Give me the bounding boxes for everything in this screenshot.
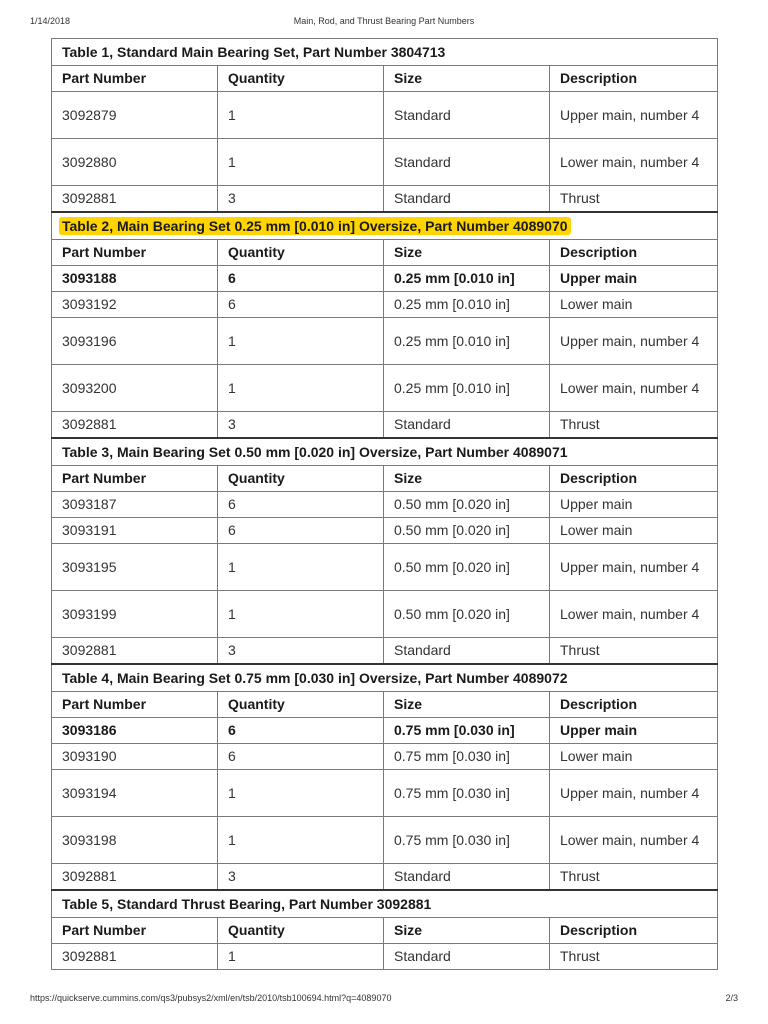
bearing-tables	[51, 38, 717, 970]
table-title-text: Table 3, Main Bearing Set 0.50 mm [0.020 in] Oversize, Part Number 4089071	[62, 443, 568, 460]
column-header-description: Description	[550, 918, 718, 944]
column-header-part-number: Part Number	[52, 918, 218, 944]
cell-part-number: 3092881	[52, 638, 218, 664]
cell-quantity: 1	[218, 544, 384, 591]
table-title-text: Table 4, Main Bearing Set 0.75 mm [0.030 in] Oversize, Part Number 4089072	[62, 669, 568, 686]
column-header-part-number: Part Number	[52, 692, 218, 718]
column-header-description: Description	[550, 466, 718, 492]
column-header-size: Size	[384, 918, 550, 944]
cell-quantity: 6	[218, 744, 384, 770]
column-header-description: Description	[550, 66, 718, 92]
table-row	[52, 292, 718, 318]
cell-size: 0.50 mm [0.020 in]	[384, 591, 550, 638]
table-row	[52, 817, 718, 864]
table-row	[52, 591, 718, 638]
cell-size: 0.50 mm [0.020 in]	[384, 544, 550, 591]
cell-quantity: 3	[218, 186, 384, 212]
table-row	[52, 744, 718, 770]
cell-quantity: 6	[218, 292, 384, 318]
cell-quantity: 6	[218, 266, 384, 292]
cell-description: Lower main, number 4	[550, 139, 718, 186]
cell-part-number: 3092879	[52, 92, 218, 139]
cell-quantity: 3	[218, 864, 384, 890]
column-header-part-number: Part Number	[52, 240, 218, 266]
cell-description: Upper main, number 4	[550, 544, 718, 591]
cell-description: Lower main, number 4	[550, 591, 718, 638]
table-row	[52, 770, 718, 817]
cell-quantity: 1	[218, 139, 384, 186]
column-header-size: Size	[384, 240, 550, 266]
print-page-title: Main, Rod, and Thrust Bearing Part Numbers	[293, 16, 475, 26]
cell-quantity: 1	[218, 770, 384, 817]
cell-quantity: 1	[218, 92, 384, 139]
table-header-row	[52, 240, 718, 266]
cell-description: Upper main	[550, 718, 718, 744]
cell-quantity: 6	[218, 518, 384, 544]
table-title	[52, 438, 718, 466]
cell-size: 0.75 mm [0.030 in]	[384, 718, 550, 744]
column-header-quantity: Quantity	[218, 918, 384, 944]
cell-description: Thrust	[550, 186, 718, 212]
cell-description: Thrust	[550, 944, 718, 970]
table-title-row	[52, 39, 718, 66]
cell-description: Lower main, number 4	[550, 365, 718, 412]
parts-table-4	[51, 663, 718, 890]
table-row	[52, 318, 718, 365]
cell-part-number: 3093198	[52, 817, 218, 864]
page-number: 2/3	[725, 993, 738, 1003]
table-row	[52, 518, 718, 544]
cell-part-number: 3093190	[52, 744, 218, 770]
table-header-row	[52, 466, 718, 492]
cell-quantity: 1	[218, 944, 384, 970]
column-header-description: Description	[550, 692, 718, 718]
column-header-size: Size	[384, 466, 550, 492]
table-title	[52, 212, 718, 240]
table-row	[52, 718, 718, 744]
cell-quantity: 3	[218, 412, 384, 438]
column-header-quantity: Quantity	[218, 692, 384, 718]
column-header-quantity: Quantity	[218, 240, 384, 266]
cell-part-number: 3093188	[52, 266, 218, 292]
cell-size: 0.25 mm [0.010 in]	[384, 266, 550, 292]
print-footer	[0, 993, 768, 1007]
cell-part-number: 3093192	[52, 292, 218, 318]
table-header-row	[52, 66, 718, 92]
cell-description: Lower main, number 4	[550, 817, 718, 864]
table-row	[52, 492, 718, 518]
cell-size: Standard	[384, 186, 550, 212]
cell-quantity: 3	[218, 638, 384, 664]
cell-size: Standard	[384, 92, 550, 139]
parts-table-2	[51, 211, 718, 438]
column-header-quantity: Quantity	[218, 66, 384, 92]
table-title-row	[52, 664, 718, 692]
cell-part-number: 3092881	[52, 186, 218, 212]
cell-quantity: 6	[218, 718, 384, 744]
table-row	[52, 638, 718, 664]
table-row	[52, 266, 718, 292]
cell-quantity: 1	[218, 591, 384, 638]
table-row	[52, 139, 718, 186]
cell-part-number: 3093186	[52, 718, 218, 744]
cell-size: Standard	[384, 412, 550, 438]
table-row	[52, 186, 718, 212]
cell-description: Upper main	[550, 266, 718, 292]
table-title	[52, 890, 718, 918]
cell-part-number: 3092881	[52, 412, 218, 438]
cell-part-number: 3093200	[52, 365, 218, 412]
table-title-text: Table 5, Standard Thrust Bearing, Part Number 3092881	[62, 895, 432, 912]
table-row	[52, 864, 718, 890]
cell-quantity: 6	[218, 492, 384, 518]
table-title-row	[52, 212, 718, 240]
cell-size: 0.50 mm [0.020 in]	[384, 518, 550, 544]
column-header-quantity: Quantity	[218, 466, 384, 492]
cell-part-number: 3093195	[52, 544, 218, 591]
parts-table-5	[51, 889, 718, 970]
cell-description: Lower main	[550, 292, 718, 318]
cell-size: Standard	[384, 864, 550, 890]
cell-size: 0.50 mm [0.020 in]	[384, 492, 550, 518]
cell-part-number: 3092881	[52, 944, 218, 970]
cell-part-number: 3093194	[52, 770, 218, 817]
cell-description: Upper main, number 4	[550, 770, 718, 817]
cell-quantity: 1	[218, 318, 384, 365]
table-title-row	[52, 438, 718, 466]
cell-size: Standard	[384, 944, 550, 970]
cell-description: Thrust	[550, 412, 718, 438]
column-header-size: Size	[384, 692, 550, 718]
table-row	[52, 412, 718, 438]
column-header-part-number: Part Number	[52, 466, 218, 492]
print-header	[0, 16, 768, 30]
cell-description: Thrust	[550, 638, 718, 664]
cell-part-number: 3092880	[52, 139, 218, 186]
table-title	[52, 39, 718, 66]
table-row	[52, 544, 718, 591]
table-title-text: Table 1, Standard Main Bearing Set, Part Number 3804713	[62, 43, 446, 60]
parts-table-3	[51, 437, 718, 664]
cell-quantity: 1	[218, 817, 384, 864]
column-header-description: Description	[550, 240, 718, 266]
table-row	[52, 92, 718, 139]
cell-part-number: 3093187	[52, 492, 218, 518]
cell-part-number: 3093191	[52, 518, 218, 544]
table-header-row	[52, 692, 718, 718]
cell-size: Standard	[384, 638, 550, 664]
cell-description: Lower main	[550, 518, 718, 544]
table-header-row	[52, 918, 718, 944]
cell-description: Upper main	[550, 492, 718, 518]
column-header-size: Size	[384, 66, 550, 92]
cell-size: 0.25 mm [0.010 in]	[384, 318, 550, 365]
cell-size: 0.75 mm [0.030 in]	[384, 744, 550, 770]
cell-part-number: 3092881	[52, 864, 218, 890]
cell-size: 0.25 mm [0.010 in]	[384, 365, 550, 412]
print-url: https://quickserve.cummins.com/qs3/pubsys2/xml/en/tsb/2010/tsb100694.html?q=4089070	[30, 993, 392, 1003]
column-header-part-number: Part Number	[52, 66, 218, 92]
table-title-row	[52, 890, 718, 918]
cell-quantity: 1	[218, 365, 384, 412]
table-title-text-highlighted: Table 2, Main Bearing Set 0.25 mm [0.010 in] Oversize, Part Number 4089070	[59, 217, 571, 235]
table-row	[52, 365, 718, 412]
cell-part-number: 3093196	[52, 318, 218, 365]
cell-size: 0.75 mm [0.030 in]	[384, 770, 550, 817]
cell-size: 0.75 mm [0.030 in]	[384, 817, 550, 864]
cell-size: 0.25 mm [0.010 in]	[384, 292, 550, 318]
table-row	[52, 944, 718, 970]
cell-description: Thrust	[550, 864, 718, 890]
table-title	[52, 664, 718, 692]
cell-description: Lower main	[550, 744, 718, 770]
cell-size: Standard	[384, 139, 550, 186]
cell-description: Upper main, number 4	[550, 318, 718, 365]
parts-table-1	[51, 38, 718, 212]
cell-description: Upper main, number 4	[550, 92, 718, 139]
cell-part-number: 3093199	[52, 591, 218, 638]
print-date: 1/14/2018	[30, 16, 71, 26]
